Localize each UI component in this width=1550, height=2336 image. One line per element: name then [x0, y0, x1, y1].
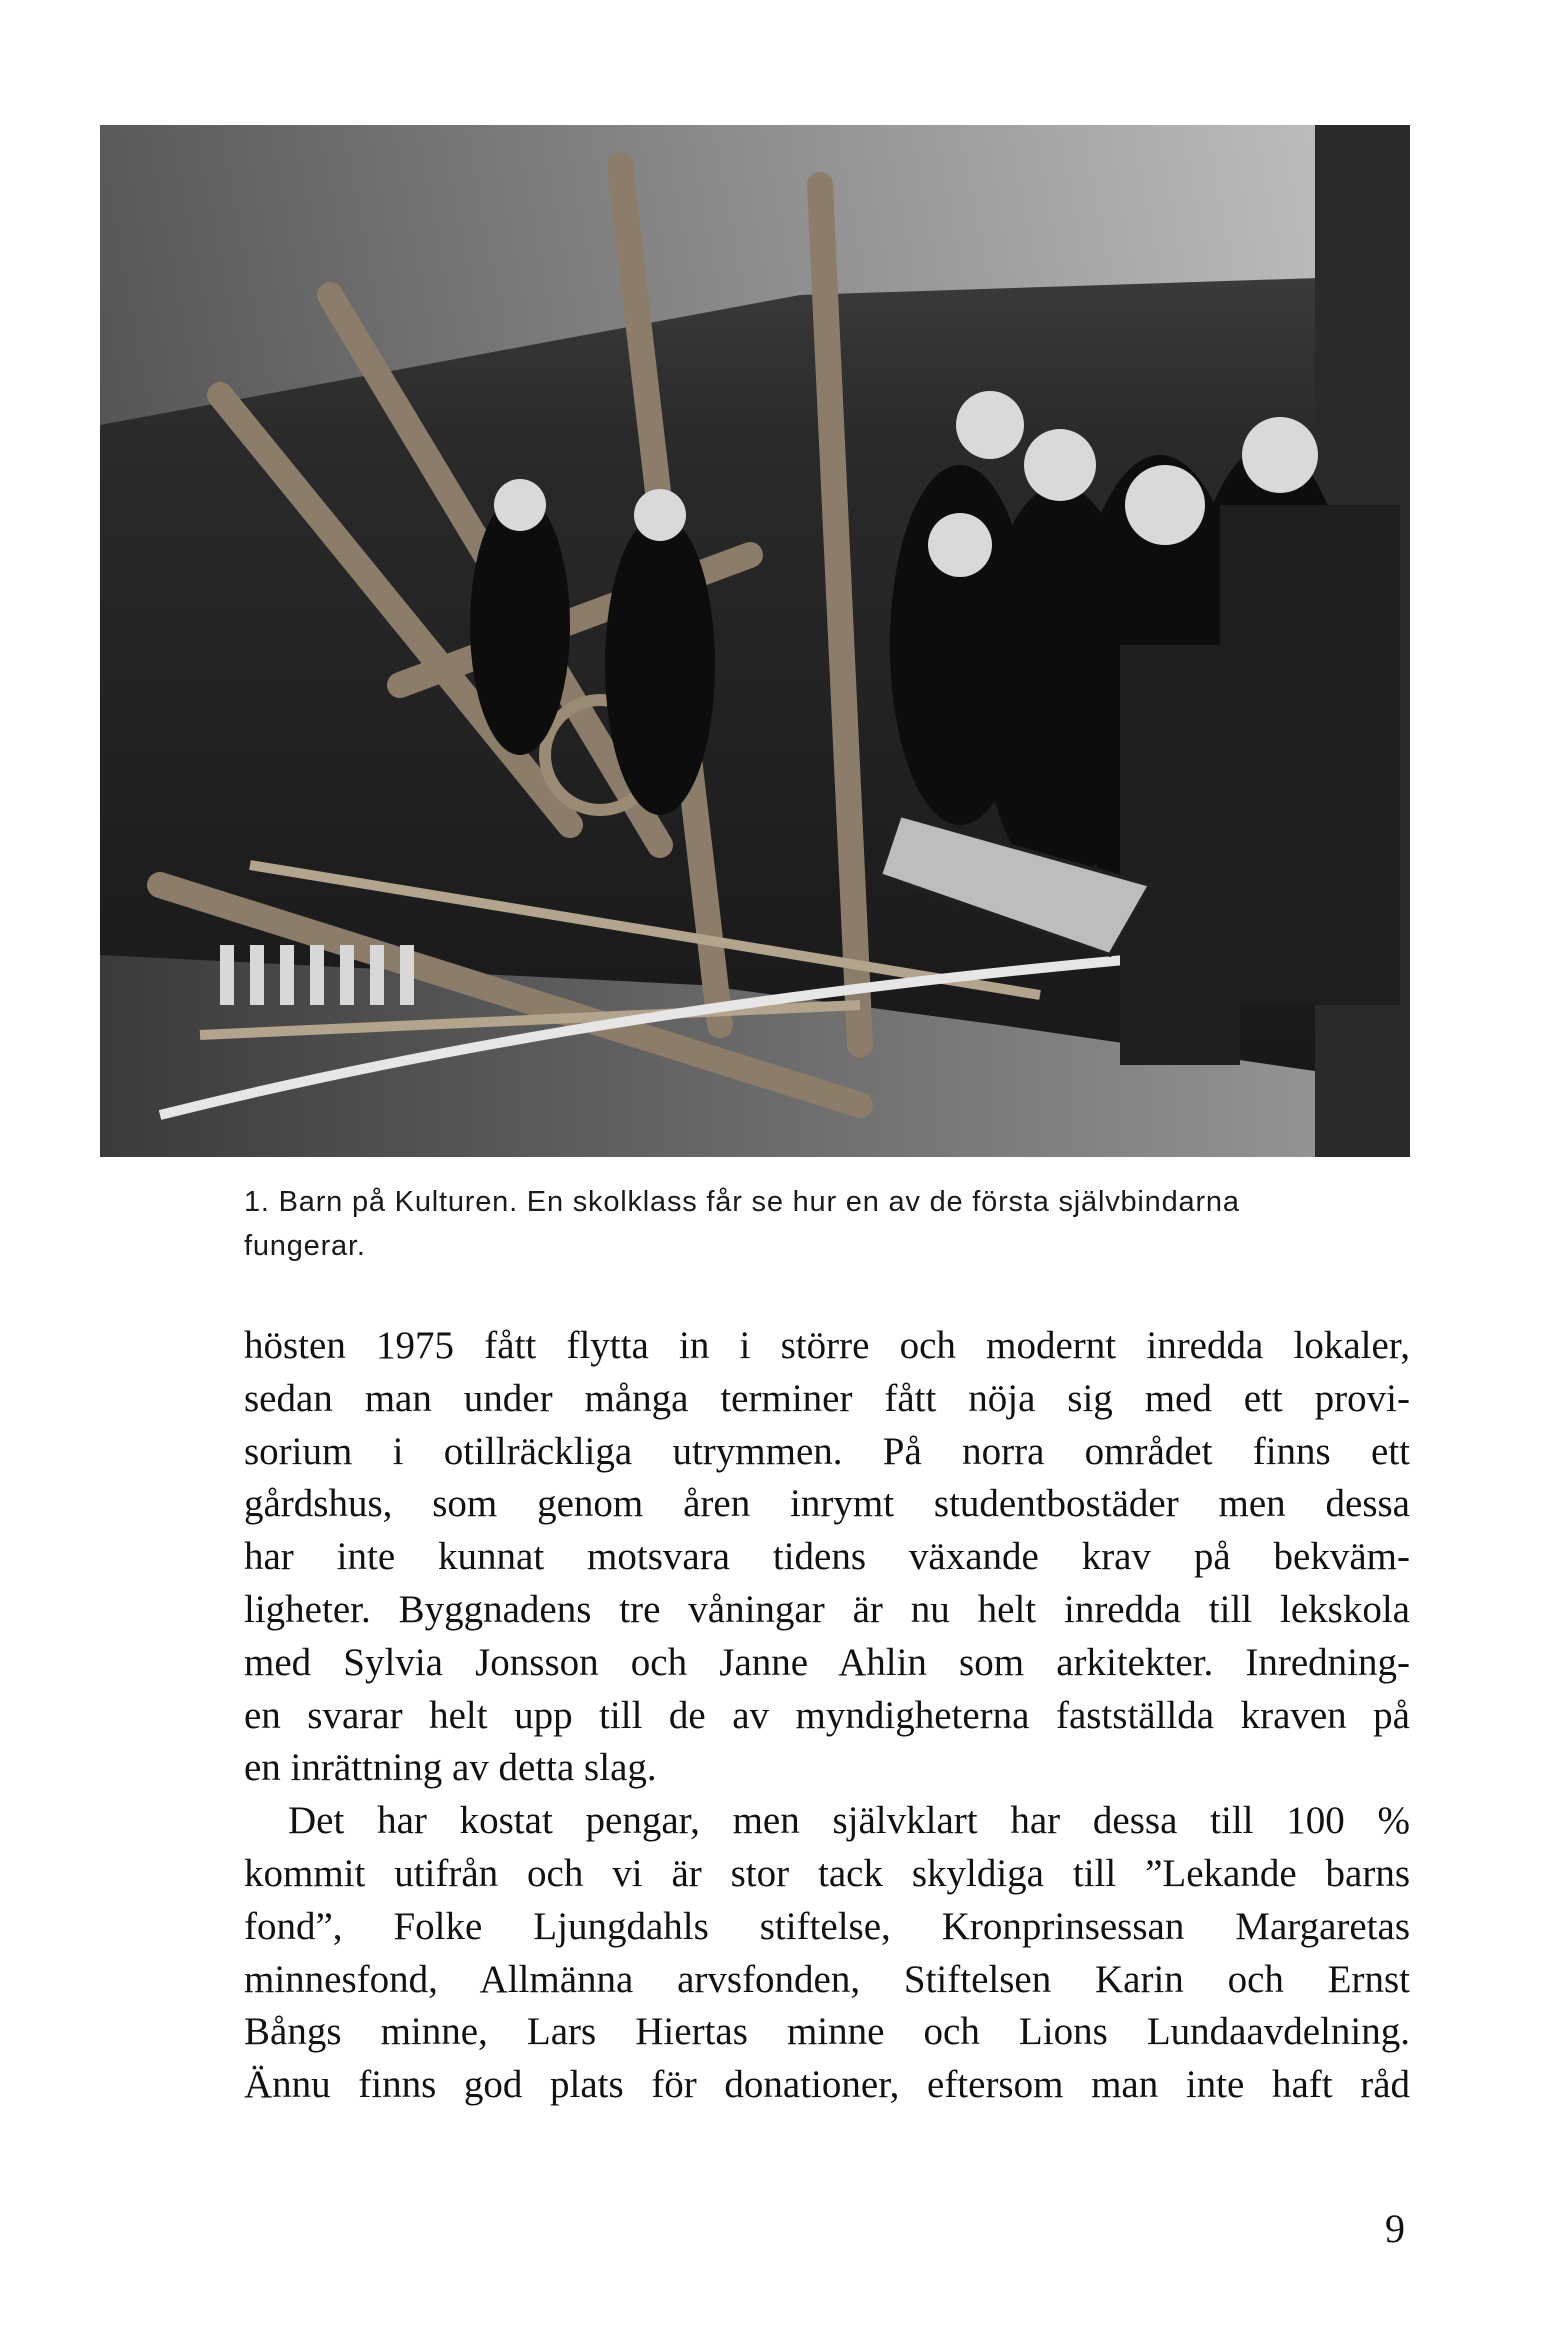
text-line: en inrättning av detta slag. [244, 1746, 657, 1790]
caption-line: fungerar. [244, 1230, 366, 1262]
text-line: minnesfond, Allmänna arvsfonden, Stiftelsen Karin och Ernst [244, 1957, 1410, 2001]
photograph [100, 125, 1410, 1157]
text-line: Ännu finns god plats för donationer, eftersom man inte haft råd [244, 2063, 1410, 2107]
text-line: Bångs minne, Lars Hiertas minne och Lions Lundaavdelning. [244, 2010, 1410, 2054]
text-line: hösten 1975 fått flytta in i större och modernt inredda lokaler, [244, 1324, 1410, 1367]
text-line: en svarar helt upp till de av myndigheterna fastställda kraven på [244, 1693, 1410, 1737]
paragraph [244, 1795, 1410, 2112]
text-line: sorium i otillräckliga utrymmen. På norra området finns ett [244, 1429, 1410, 1473]
body-text [244, 1320, 1410, 2112]
text-line: med Sylvia Jonsson och Janne Ahlin som arkitekter. Inredning- [244, 1640, 1410, 1684]
text-line: Det har kostat pengar, men självklart har dessa till 100 % [288, 1799, 1410, 1843]
text-line: fond”, Folke Ljungdahls stiftelse, Kronprinsessan Margaretas [244, 1904, 1410, 1948]
paragraph [244, 1320, 1410, 1795]
text-line: ligheter. Byggnadens tre våningar är nu helt inredda till lekskola [244, 1587, 1410, 1631]
figure-caption [244, 1180, 1410, 1268]
text-line: gårdshus, som genom åren inrymt studentbostäder men dessa [244, 1482, 1410, 1526]
text-line: sedan man under många terminer fått nöja sig med ett provi- [244, 1376, 1410, 1420]
photograph-illustration [100, 125, 1410, 1157]
page-number: 9 [1385, 2206, 1405, 2251]
text-line: har inte kunnat motsvara tidens växande krav på bekväm- [244, 1535, 1410, 1579]
caption-line: 1. Barn på Kulturen. En skolklass får se hur en av de första självbindarna [244, 1186, 1240, 1218]
text-line: kommit utifrån och vi är stor tack skyldiga till ”Lekande barns [244, 1851, 1410, 1895]
